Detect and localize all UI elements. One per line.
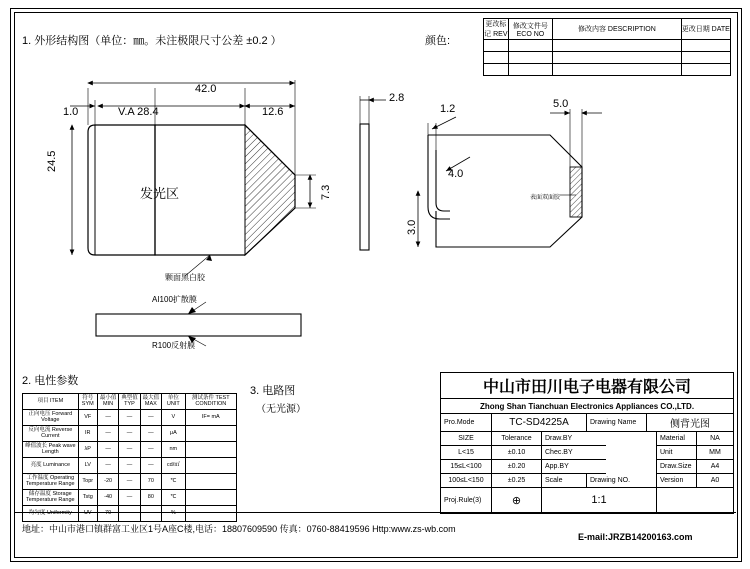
note-black-tape: 颗面黑白胶 [165, 273, 205, 282]
el-cell-cond [185, 426, 236, 442]
el-cell-min: — [97, 426, 118, 442]
company-name-en: Zhong Shan Tianchuan Electronics Appliances CO.,LTD. [441, 399, 733, 414]
material-value: NA [696, 432, 733, 446]
revision-table [483, 18, 731, 76]
rev-cell [484, 40, 509, 52]
rev-header-eco: 修改文件号 ECO NO [508, 19, 552, 40]
el-cell-item: 峰值波长 Peak wave Length [23, 442, 79, 458]
el-header-min: 最小值 MIN [97, 394, 118, 410]
dim-3-0: 3.0 [406, 219, 418, 235]
el-header-sym: 符号 SYM [78, 394, 97, 410]
el-cell-min [97, 506, 118, 522]
section1-title: 1. 外形结构图（单位：㎜。未注极限尺寸公差 ±0.2 ） [22, 35, 282, 47]
rev-header-date: 更改日期 DATE [681, 19, 730, 40]
el-cell-typ [119, 506, 140, 522]
rev-cell [553, 52, 681, 64]
footer-address: 地址：中山市港口镇群富工业区1号A座C楼,电话：18807609590 传真：0760-88419596 Http:www.zs-wb.com [22, 524, 456, 534]
el-cell-max: 70 [140, 474, 161, 490]
material-label: Material [656, 432, 696, 446]
tolerance-3: ±0.25 [491, 474, 541, 488]
dim-5-0: 5.0 [553, 98, 569, 110]
rev-cell [508, 52, 552, 64]
el-cell-sym: Topr [78, 474, 97, 490]
footer-divider [14, 512, 736, 513]
drawing-name-value: 侧背光图 [646, 414, 733, 432]
scale-value: 1:1 [541, 488, 656, 512]
rev-cell [553, 40, 681, 52]
dim-24-5: 24.5 [46, 150, 58, 172]
el-cell-unit [162, 506, 186, 522]
side-thin-view [352, 88, 412, 268]
el-header-item: 项目 ITEM [23, 394, 79, 410]
pro-mode-label: Pro.Mode [441, 414, 491, 432]
footer-email: E-mail:JRZB14200163.com [578, 532, 693, 542]
el-cell-sym [78, 506, 97, 522]
el-cell-sym: VF [78, 410, 97, 426]
section2-title: 2. 电性参数 [22, 375, 79, 387]
el-header-unit: 单位 UNIT [162, 394, 186, 410]
el-cell-item [23, 506, 79, 522]
table-row [23, 474, 237, 490]
el-cell-cond: IF= mA [185, 410, 236, 426]
version-label: Version [656, 474, 696, 488]
el-cell-item: 亮度 Luminance [23, 458, 79, 474]
el-cell-typ: — [119, 442, 140, 458]
el-cell-min: -20 [97, 474, 118, 490]
proj-rule-symbol: ⊕ [491, 488, 541, 512]
size-label: SIZE [441, 432, 491, 446]
el-cell-sym: Tstg [78, 490, 97, 506]
dim-42: 42.0 [195, 83, 217, 95]
el-cell-item: 工作温度 Operating Temperature Range [23, 474, 79, 490]
table-row [23, 506, 237, 522]
el-cell-min: — [97, 442, 118, 458]
section3-subtitle: （无光源） [256, 404, 306, 415]
color-label: 颜色: [425, 35, 451, 47]
draw-size-value: A4 [696, 460, 733, 474]
note-diffuse-film: AI100扩散膜 [152, 295, 197, 304]
table-row [23, 458, 237, 474]
el-cell-typ: — [119, 410, 140, 426]
el-cell-item: 反向电流 Reverse Current [23, 426, 79, 442]
right-section-view [410, 95, 660, 275]
el-cell-cond [185, 490, 236, 506]
rev-cell [484, 52, 509, 64]
size-range-3: 100≤L<150 [441, 474, 491, 488]
drawing-no-label: Drawing NO. [586, 474, 656, 488]
emit-area-label: 发光区 [140, 186, 180, 201]
electrical-parameters-table [22, 393, 237, 522]
el-cell-cond [185, 506, 236, 522]
el-cell-max: — [140, 426, 161, 442]
el-cell-max: — [140, 458, 161, 474]
el-cell-item: 储存温度 Storage Temperature Range [23, 490, 79, 506]
el-cell-typ: — [119, 490, 140, 506]
note-side-tape: 表面双面胶 [530, 195, 561, 201]
rev-cell [508, 40, 552, 52]
rev-header-desc: 修改内容 DESCRIPTION [553, 19, 681, 40]
el-cell-unit: μA [162, 426, 186, 442]
el-cell-cond [185, 442, 236, 458]
el-cell-max: — [140, 442, 161, 458]
drawing-name-label: Drawing Name [586, 414, 646, 432]
title-block-blank [656, 488, 733, 512]
title-block [440, 372, 734, 514]
chec-by-label: Chec.BY [541, 446, 606, 460]
draw-size-label: Draw.Size [656, 460, 696, 474]
el-header-max: 最大值 MAX [140, 394, 161, 410]
proj-rule-label: Proj.Rule(3) [444, 496, 482, 504]
el-cell-cond [185, 458, 236, 474]
company-name-cn: 中山市田川电子电器有限公司 [441, 373, 733, 399]
table-row [23, 490, 237, 506]
front-view-drawing [60, 80, 360, 280]
draw-by-label: Draw.BY [541, 432, 606, 446]
app-by-label: App.BY [541, 460, 606, 474]
rev-cell [681, 64, 730, 76]
table-row [23, 442, 237, 458]
el-cell-unit: ℃ [162, 474, 186, 490]
pro-mode-value: TC-SD4225A [491, 414, 586, 432]
el-cell-unit: ℃ [162, 490, 186, 506]
rev-header-rev: 更改标记 REV [484, 19, 509, 40]
rev-cell [681, 52, 730, 64]
el-cell-typ: — [119, 426, 140, 442]
scale-label: Scale [541, 474, 586, 488]
el-cell-min: — [97, 410, 118, 426]
el-cell-typ: — [119, 458, 140, 474]
el-cell-item: 正向电压 Forward Voltage [23, 410, 79, 426]
dim-1-0: 1.0 [63, 106, 79, 118]
table-row [23, 410, 237, 426]
tolerance-1: ±0.10 [491, 446, 541, 460]
section3-title: 3. 电路图 [250, 385, 296, 397]
el-cell-sym: λP [78, 442, 97, 458]
el-cell-max: — [140, 410, 161, 426]
el-cell-typ: — [119, 474, 140, 490]
dim-va: V.A 28.4 [118, 106, 159, 118]
unit-label: Unit [656, 446, 696, 460]
el-cell-min: — [97, 458, 118, 474]
el-cell-unit: V [162, 410, 186, 426]
el-header-typ: 典型值 TYP [119, 394, 140, 410]
dim-4-0: 4.0 [448, 168, 464, 180]
el-cell-sym: LV [78, 458, 97, 474]
el-cell-max: 80 [140, 490, 161, 506]
tolerance-label: Tolerance [491, 432, 541, 446]
el-cell-min: -40 [97, 490, 118, 506]
version-value: A0 [696, 474, 733, 488]
dim-7-3: 7.3 [320, 184, 332, 200]
el-cell-sym: IR [78, 426, 97, 442]
el-header-cond: 测试条件 TEST CONDITION [185, 394, 236, 410]
rev-cell [553, 64, 681, 76]
dim-12-6: 12.6 [262, 106, 284, 118]
el-cell-unit: nm [162, 442, 186, 458]
el-cell-max [140, 506, 161, 522]
el-cell-unit: cd/㎡ [162, 458, 186, 474]
rev-cell [681, 40, 730, 52]
size-range-1: L<15 [441, 446, 491, 460]
dim-1-2: 1.2 [440, 103, 456, 115]
el-cell-cond [185, 474, 236, 490]
note-reflect-film: R100反射膜 [152, 341, 196, 350]
rev-cell [484, 64, 509, 76]
dim-2-8: 2.8 [389, 92, 405, 104]
size-range-2: 15≤L<100 [441, 460, 491, 474]
tolerance-2: ±0.20 [491, 460, 541, 474]
table-row [23, 426, 237, 442]
rev-cell [508, 64, 552, 76]
film-strip-view [88, 300, 328, 350]
unit-value: MM [696, 446, 733, 460]
